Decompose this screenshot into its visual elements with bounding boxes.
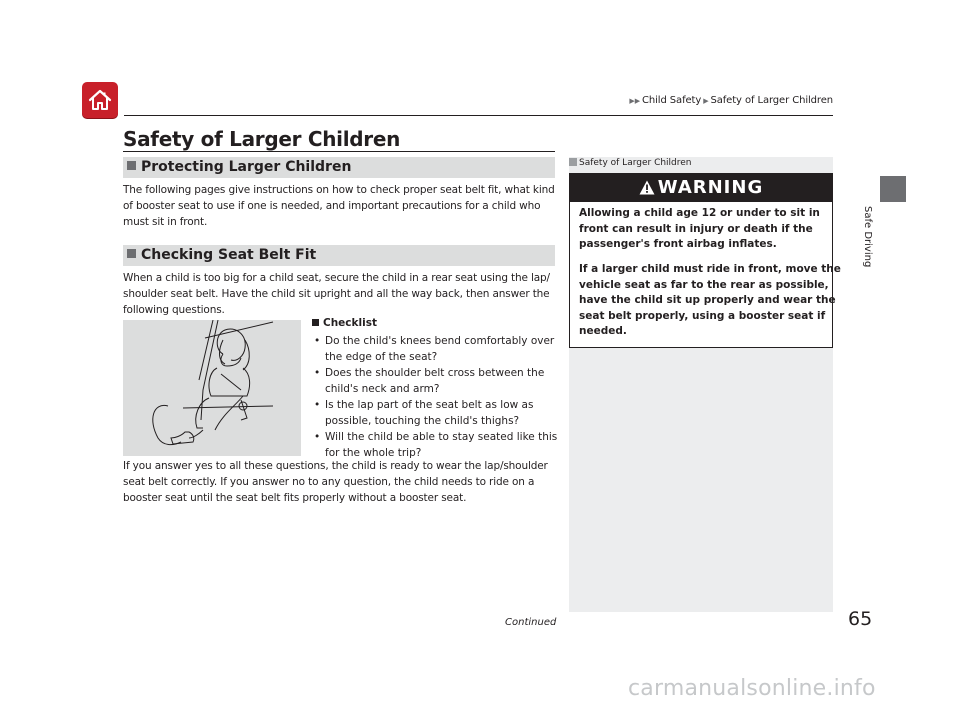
checklist-square-icon xyxy=(312,319,319,326)
section-square-icon xyxy=(127,249,136,258)
section-heading-text: Checking Seat Belt Fit xyxy=(141,247,317,263)
text-line: for the whole trip? xyxy=(325,447,422,459)
text-line: booster seat until the seat belt fits properly without a booster seat. xyxy=(123,492,467,504)
text-line: following questions. xyxy=(123,304,225,316)
text-line: of booster seat to use if one is needed, and important precautions for a child who xyxy=(123,200,541,212)
text-line: must sit in front. xyxy=(123,216,208,228)
text-line: seat belt properly, using a booster seat if xyxy=(579,309,826,322)
warning-paragraph-2 xyxy=(579,262,841,340)
text-line: passenger's front airbag inflates. xyxy=(579,238,777,250)
text-line: Will the child be able to stay seated like this xyxy=(325,431,558,443)
warning-box xyxy=(569,173,841,348)
child-seated-illustration-icon xyxy=(123,320,301,456)
warning-label: WARNING xyxy=(657,177,764,198)
bullet-icon: • xyxy=(314,367,321,379)
side-tab-label: Safe Driving xyxy=(862,206,873,268)
warning-triangle-icon xyxy=(639,180,655,195)
text-line: Is the lap part of the seat belt as low as xyxy=(325,399,534,411)
side-tab-marker[interactable] xyxy=(880,176,906,202)
home-icon xyxy=(82,82,118,118)
checklist-item xyxy=(312,333,570,365)
checklist-item xyxy=(312,397,570,429)
checklist-item xyxy=(312,365,570,397)
checklist xyxy=(312,333,570,461)
title-divider xyxy=(123,151,555,152)
text-line: child's neck and arm? xyxy=(325,383,440,395)
section-heading-protecting xyxy=(123,157,555,178)
home-button[interactable] xyxy=(82,82,118,118)
text-line: Does the shoulder belt cross between the xyxy=(325,367,545,379)
text-line: Allowing a child age 12 or under to sit in xyxy=(579,207,820,219)
text-line: have the child sit up properly and wear the xyxy=(579,294,836,306)
text-line: possible, touching the child's thighs? xyxy=(325,415,520,427)
bullet-icon: • xyxy=(314,335,321,347)
text-line: vehicle seat as far to the rear as possible, xyxy=(579,278,829,291)
bullet-icon: • xyxy=(314,431,321,443)
section-square-icon xyxy=(127,161,136,170)
section-heading-text: Protecting Larger Children xyxy=(141,159,352,175)
checking-paragraph xyxy=(123,270,550,318)
warning-paragraph-1 xyxy=(579,206,829,253)
checklist-heading-text: Checklist xyxy=(323,317,377,329)
protecting-paragraph xyxy=(123,182,555,230)
sidebar-note-heading xyxy=(569,158,692,168)
page-title: Safety of Larger Children xyxy=(123,127,401,151)
breadcrumb-arrow-icon: ▶▶ xyxy=(629,97,640,105)
section-heading-checking xyxy=(123,245,555,266)
checklist-heading xyxy=(312,317,377,329)
sidebar-note-title: Safety of Larger Children xyxy=(579,158,692,168)
text-line: the edge of the seat? xyxy=(325,351,438,363)
text-line: If you answer yes to all these questions, the child is ready to wear the lap/shoulder xyxy=(123,460,548,472)
text-line: needed. xyxy=(579,325,627,337)
breadcrumb-item[interactable]: Safety of Larger Children xyxy=(710,95,833,106)
text-line: seat belt correctly. If you answer no to any question, the child needs to ride on a xyxy=(123,476,535,488)
note-marker-icon xyxy=(569,158,577,166)
text-line: When a child is too big for a child seat, secure the child in a rear seat using the lap/ xyxy=(123,272,550,284)
warning-header xyxy=(570,174,832,202)
header-divider xyxy=(124,115,833,116)
checklist-conclusion xyxy=(123,458,548,506)
text-line: If a larger child must ride in front, move the xyxy=(579,263,841,275)
checklist-item xyxy=(312,429,570,461)
breadcrumb-arrow-icon: ▶ xyxy=(703,97,709,105)
site-watermark: carmanualsonline.info xyxy=(628,676,876,701)
bullet-icon: • xyxy=(314,399,321,411)
text-line: The following pages give instructions on how to check proper seat belt fit, what kind xyxy=(123,184,555,196)
text-line: front can result in injury or death if the xyxy=(579,222,813,235)
breadcrumb-item[interactable]: Child Safety xyxy=(641,95,702,106)
text-line: Do the child's knees bend comfortably over xyxy=(325,335,555,347)
continued-label: Continued xyxy=(505,617,557,628)
breadcrumb xyxy=(590,95,833,106)
child-seat-belt-illustration xyxy=(123,320,301,456)
page-number: 65 xyxy=(848,608,873,630)
text-line: shoulder seat belt. Have the child sit upright and all the way back, then answer the xyxy=(123,288,550,300)
